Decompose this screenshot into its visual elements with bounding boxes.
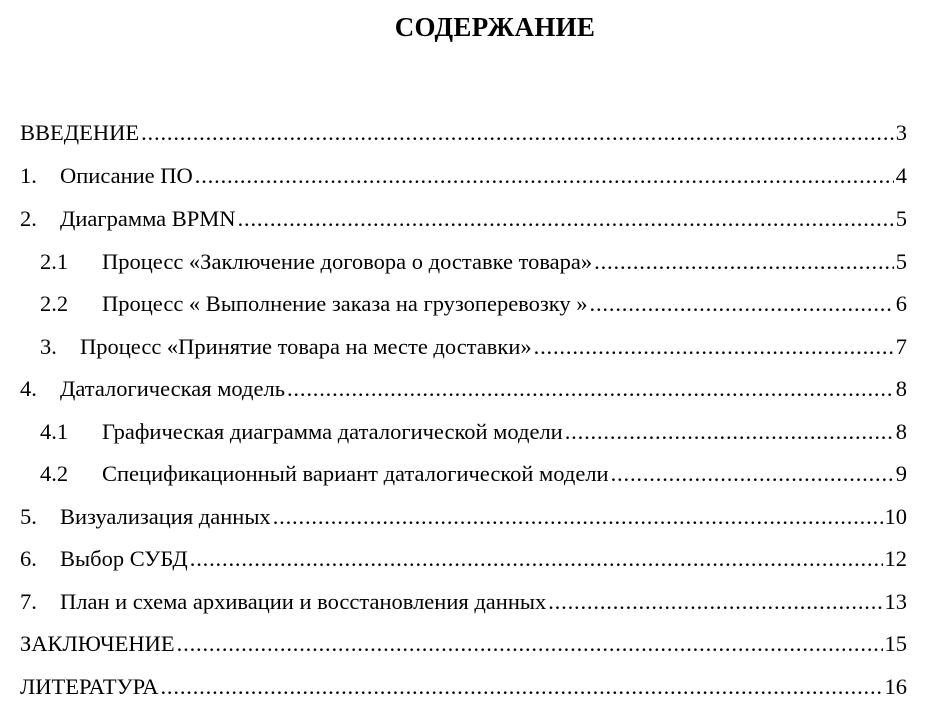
toc-entry-number: 1. bbox=[20, 163, 37, 188]
toc-dot-leader bbox=[195, 162, 894, 190]
toc-dot-leader bbox=[611, 460, 894, 488]
toc-entry-5[interactable] bbox=[20, 503, 907, 531]
toc-entry-text: ЗАКЛЮЧЕНИЕ bbox=[20, 631, 175, 656]
toc-page-number: 6 bbox=[895, 291, 907, 316]
toc-entry-text: Диаграмма BPMN bbox=[60, 206, 236, 231]
toc-dot-leader bbox=[287, 375, 894, 403]
toc-page-number: 3 bbox=[895, 120, 907, 145]
toc-page-number: 13 bbox=[884, 589, 907, 614]
toc-entry-1[interactable] bbox=[20, 162, 907, 190]
toc-page-number: 12 bbox=[884, 546, 907, 571]
toc-dot-leader bbox=[238, 205, 894, 233]
toc-entry-number: 3. bbox=[40, 334, 57, 359]
toc-dot-leader bbox=[594, 248, 894, 276]
toc-entry-number: 4. bbox=[20, 376, 37, 401]
toc-entry-text: Процесс «Принятие товара на месте доставки» bbox=[80, 334, 532, 359]
toc-entry-4-1[interactable] bbox=[40, 418, 907, 446]
toc-dot-leader bbox=[160, 673, 882, 701]
toc-entry-3[interactable] bbox=[40, 333, 907, 361]
toc-entry-number: 7. bbox=[20, 589, 37, 614]
toc-entry-text: ЛИТЕРАТУРА bbox=[20, 674, 159, 699]
toc-entry-text: ВВЕДЕНИЕ bbox=[20, 120, 140, 145]
toc-page-number: 5 bbox=[895, 249, 907, 274]
toc-entry-text: План и схема архивации и восстановления данных bbox=[60, 589, 547, 614]
toc-dot-leader bbox=[565, 418, 894, 446]
toc-dot-leader bbox=[534, 333, 894, 361]
toc-entry-number: 2. bbox=[20, 206, 37, 231]
toc-page-number: 16 bbox=[884, 674, 907, 699]
toc-entry-number: 6. bbox=[20, 546, 37, 571]
table-of-contents bbox=[20, 0, 907, 717]
toc-entry-2-2[interactable] bbox=[40, 290, 907, 318]
toc-entry-number: 5. bbox=[20, 504, 37, 529]
toc-entry-text: Описание ПО bbox=[60, 163, 193, 188]
toc-page-number: 7 bbox=[895, 334, 907, 359]
toc-page-number: 15 bbox=[884, 631, 907, 656]
toc-entry-4-2[interactable] bbox=[40, 460, 907, 488]
toc-page-number: 10 bbox=[884, 504, 907, 529]
toc-dot-leader bbox=[190, 545, 883, 573]
toc-entry-text: Графическая диаграмма даталогической модели bbox=[102, 419, 563, 444]
toc-dot-leader bbox=[177, 630, 883, 658]
toc-page-number: 8 bbox=[895, 419, 907, 444]
toc-entry-text: Даталогическая модель bbox=[60, 376, 285, 401]
toc-entry-introduction[interactable] bbox=[20, 119, 907, 147]
toc-dot-leader bbox=[590, 290, 894, 318]
toc-page-number: 9 bbox=[895, 461, 907, 486]
toc-entry-number: 2.1 bbox=[40, 249, 69, 274]
toc-entry-text: Процесс «Заключение договора о доставке товара» bbox=[102, 249, 593, 274]
page-title: СОДЕРЖАНИЕ bbox=[394, 12, 596, 42]
toc-entry-text: Спецификационный вариант даталогической модели bbox=[102, 461, 609, 486]
toc-entry-literature[interactable] bbox=[20, 673, 907, 701]
toc-entry-4[interactable] bbox=[20, 375, 907, 403]
toc-entry-2[interactable] bbox=[20, 205, 907, 233]
toc-entry-number: 4.2 bbox=[40, 461, 69, 486]
toc-dot-leader bbox=[273, 503, 883, 531]
toc-page-number: 8 bbox=[895, 376, 907, 401]
toc-entry-number: 4.1 bbox=[40, 419, 69, 444]
toc-page-number: 4 bbox=[895, 163, 907, 188]
toc-entry-number: 2.2 bbox=[40, 291, 69, 316]
toc-entry-2-1[interactable] bbox=[40, 248, 907, 276]
toc-entry-text: Процесс « Выполнение заказа на грузоперевозку » bbox=[102, 291, 588, 316]
toc-entry-conclusion[interactable] bbox=[20, 630, 907, 658]
toc-entry-text: Визуализация данных bbox=[60, 504, 271, 529]
toc-dot-leader bbox=[141, 119, 894, 147]
toc-dot-leader bbox=[548, 588, 882, 616]
toc-entry-text: Выбор СУБД bbox=[60, 546, 188, 571]
toc-entry-7[interactable] bbox=[20, 588, 907, 616]
toc-entry-6[interactable] bbox=[20, 545, 907, 573]
toc-page-number: 5 bbox=[895, 206, 907, 231]
